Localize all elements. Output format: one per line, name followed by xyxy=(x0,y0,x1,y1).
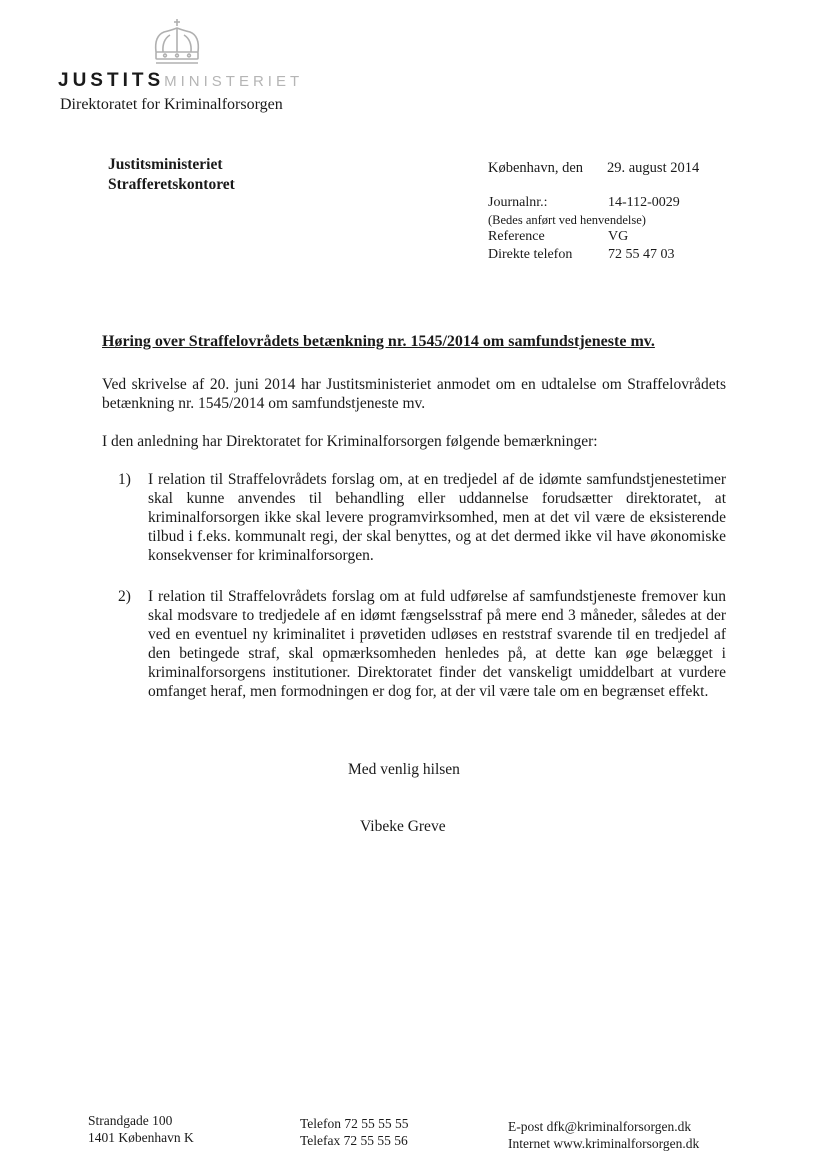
letter-date: 29. august 2014 xyxy=(607,160,700,176)
footer-fax-line: Telefax 72 55 55 56 xyxy=(300,1133,408,1148)
phone-label: Direkte telefon xyxy=(488,247,573,262)
signature-name: Vibeke Greve xyxy=(360,818,446,835)
reference-value: VG xyxy=(608,229,629,244)
recipient-line-2: Strafferetskontoret xyxy=(108,176,235,193)
ministry-name-strong: JUSTITS xyxy=(58,70,165,91)
footer-address xyxy=(88,1112,194,1146)
list-item-number: 2) xyxy=(118,588,131,605)
journal-note: (Bedes anført ved henvendelse) xyxy=(488,213,646,227)
ministry-name xyxy=(58,70,303,92)
directorate-name: Direktoratet for Kriminalforsorgen xyxy=(60,96,283,113)
recipient-block xyxy=(108,155,235,195)
footer-email: E-post dfk@kriminalforsorgen.dk xyxy=(508,1119,692,1134)
footer-contact xyxy=(508,1118,699,1152)
crown-logo-icon xyxy=(150,18,204,66)
place-label: København, den xyxy=(488,160,584,176)
footer-phone xyxy=(300,1115,409,1149)
journal-number: 14-112-0029 xyxy=(608,195,680,210)
list-item-number: 1) xyxy=(118,471,131,488)
list-item-text: I relation til Straffelovrådets forslag om, at en tredjedel af de idømte samfundstjenestetimer skal kunne anvendes til behandling eller uddannelse forudsætter direktoratet, at kriminalforsorgen ikke skal levere programvirksomhed, men at det vil være de eksisterende tilbud i f.eks. kommunalt regi, der skal benyttes, og at det dermed ikke vil have økonomiske konsekvenser for kriminalforsorgen. xyxy=(148,471,726,564)
footer-internet: Internet www.kriminalforsorgen.dk xyxy=(508,1136,700,1151)
intro-paragraph: Ved skrivelse af 20. juni 2014 har Justitsministeriet anmodet om en udtalelse om Straffelovrådets betænkning nr. 1545/2014 om samfundstjeneste mv. xyxy=(102,376,726,412)
lead-paragraph: I den anledning har Direktoratet for Kriminalforsorgen følgende bemærkninger: xyxy=(102,433,598,450)
footer-address-line-2: 1401 København K xyxy=(88,1130,194,1145)
list-item-text: I relation til Straffelovrådets forslag om at fuld udførelse af samfundstjeneste fremover kun skal modsvare to tredjedele af en idømt fængselsstraf på mere end 3 måneder, således at der ved en eventuel ny kriminalitet i prøvetiden udløses en reststraf svarende til en tredjedel af den betingede straf, skal opmærksomheden henledes på, at dette kan øge belægget i kriminalforsorgens institutioner. Direktoratet finder det vanskeligt umiddelbart at vurdere omfanget heraf, men formodningen er dog for, at der vil være tale om en begrænset effekt. xyxy=(148,588,726,700)
letter-subject: Høring over Straffelovrådets betænkning nr. 1545/2014 om samfundstjeneste mv. xyxy=(102,333,655,350)
footer-address-line-1: Strandgade 100 xyxy=(88,1113,173,1128)
journal-label: Journalnr.: xyxy=(488,195,548,210)
phone-value: 72 55 47 03 xyxy=(608,247,675,262)
recipient-line-1: Justitsministeriet xyxy=(108,156,223,173)
closing-greeting: Med venlig hilsen xyxy=(348,761,460,778)
reference-label: Reference xyxy=(488,229,545,244)
footer-phone-line: Telefon 72 55 55 55 xyxy=(300,1116,409,1131)
ministry-name-light: MINISTERIET xyxy=(164,73,304,90)
